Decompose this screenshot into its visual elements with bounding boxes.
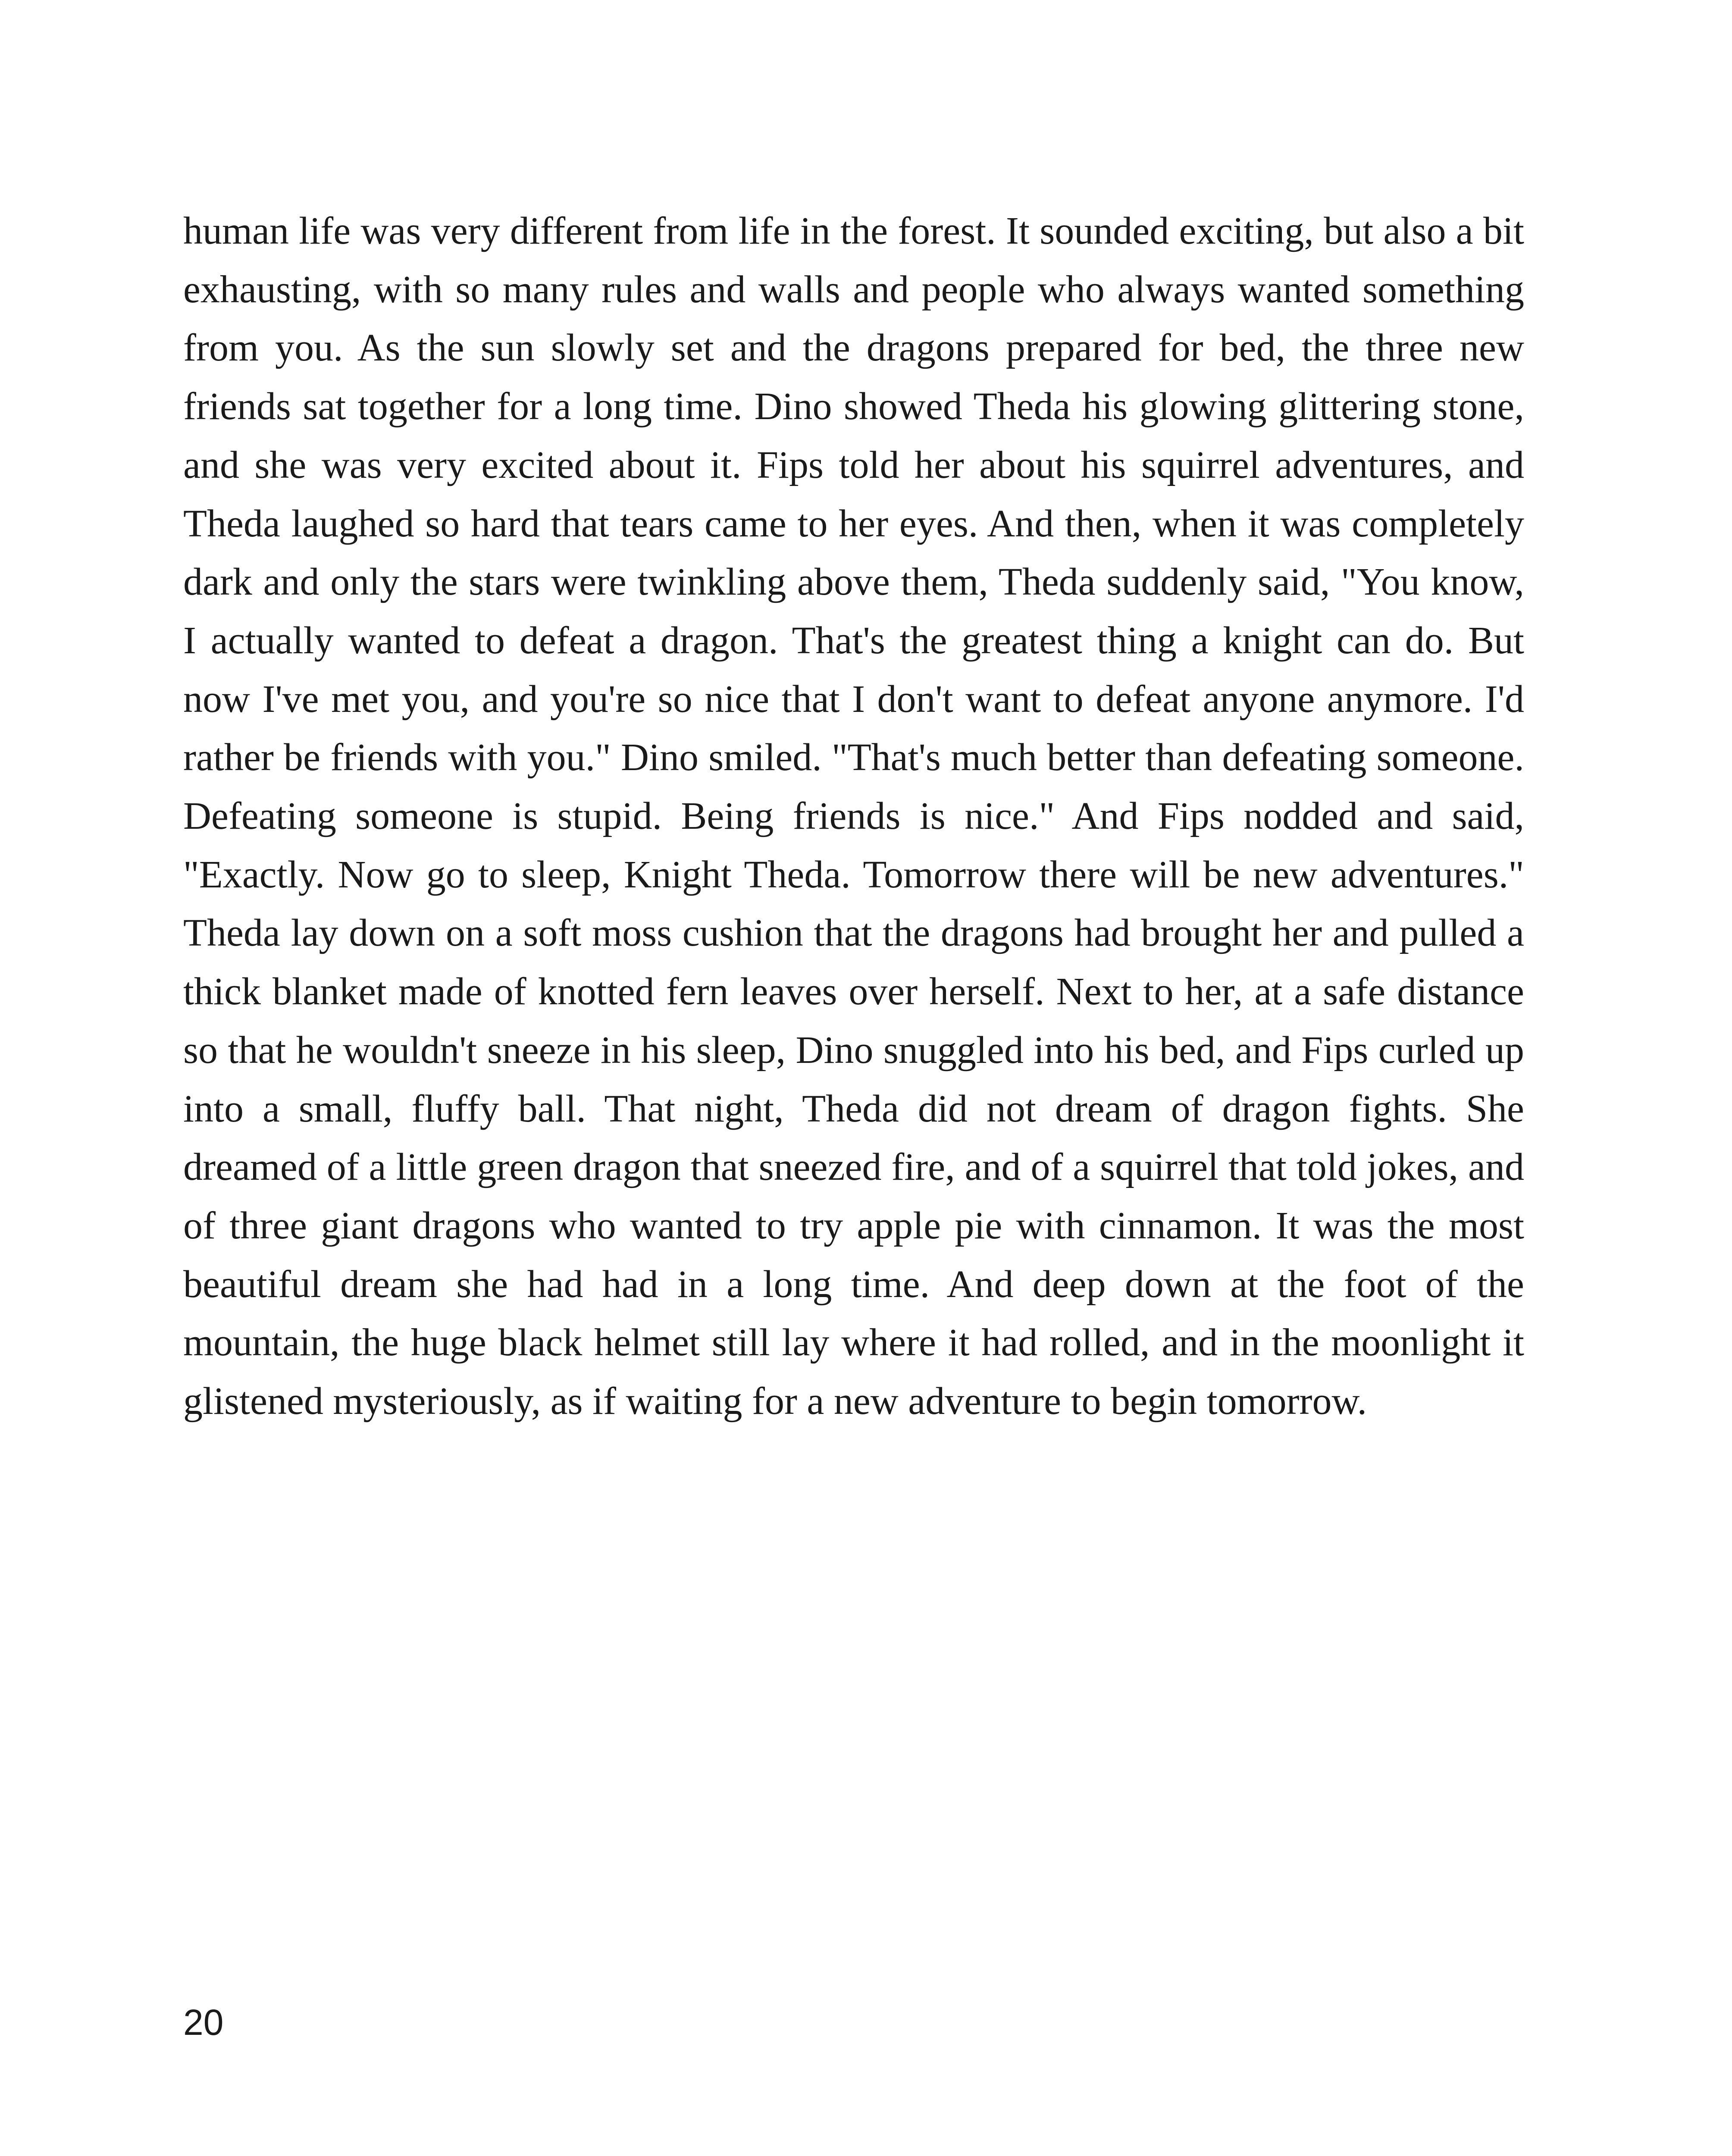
story-paragraph: human life was very different from life in the forest. It sounded exciting, but also a bit exhausting, with so many rules and walls and people who always wanted something from you. As the sun slowly set and the dragons prepared for bed, the three new friends sat together for a long time. Dino showed Theda his glowing glittering stone, and she was very excited about it. Fips told her about his squirrel adventures, and Theda laughed so hard that tears came to her eyes. And then, when it was completely dark and only the stars were twinkling above them, Theda suddenly said, "You know, I actually wanted to defeat a dragon. That's the greatest thing a knight can do. But now I've met you, and you're so nice that I don't want to defeat anyone anymore. I'd rather be friends with you." Dino smiled. "That's much better than defeating someone. Defeating someone is stupid. Being friends is nice." And Fips nodded and said, "Exactly. Now go to sleep, Knight Theda. Tomorrow there will be new adventures." Theda lay down on a soft moss cushion that the dragons had brought her and pulled a thick blanket made of knotted fern leaves over herself. Next to her, at a safe distance so that he wouldn't sneeze in his sleep, Dino snuggled into his bed, and Fips curled up into a small, fluffy ball. That night, Theda did not dream of dragon fights. She dreamed of a little green dragon that sneezed fire, and of a squirrel that told jokes, and of three giant dragons who wanted to try apple pie with cinnamon. It was the most beautiful dream she had had in a long time. And deep down at the foot of the mountain, the huge black helmet still lay where it had rolled, and in the moonlight it glistened mysteriously, as if waiting for a new adventure to begin tomorrow. xyxy=(183,210,1524,1423)
page-number: 20 xyxy=(183,2002,224,2043)
